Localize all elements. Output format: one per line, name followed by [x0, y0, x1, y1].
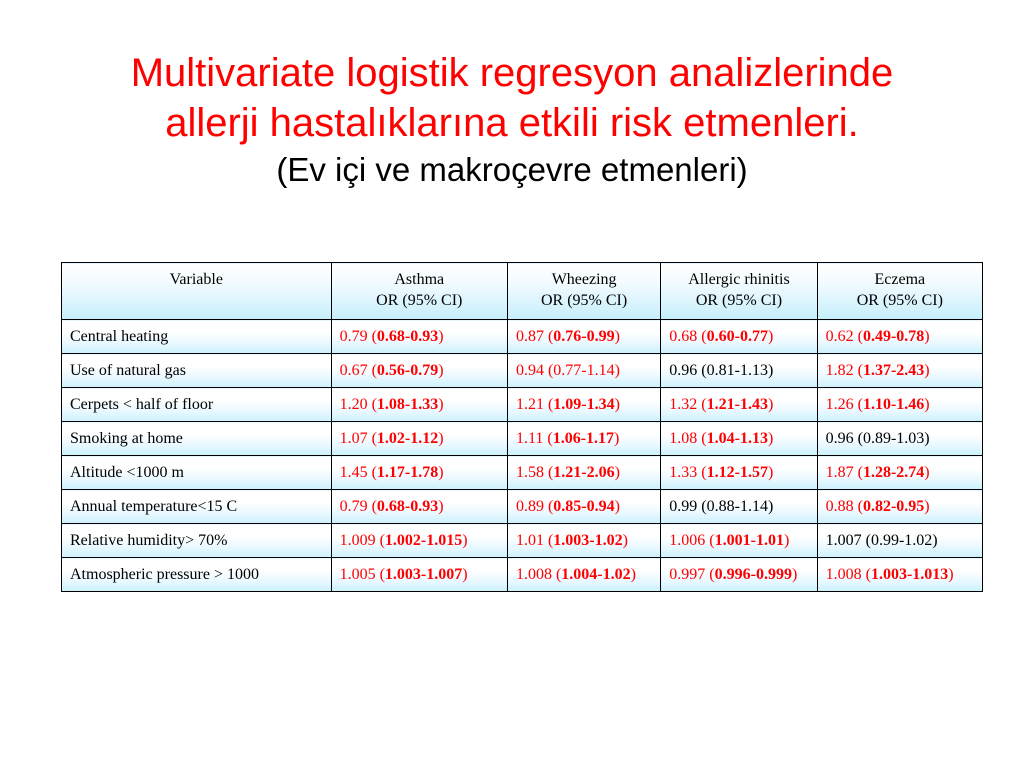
column-header-name: Eczema — [874, 271, 926, 288]
odds-ratio-value: 1.01 — [515, 532, 544, 549]
confidence-interval-value: 0.77-1.14 — [553, 362, 615, 379]
variable-cell: Atmospheric pressure > 1000 — [62, 558, 332, 592]
variable-cell: Altitude <1000 m — [62, 456, 332, 490]
odds-ratio-value: 1.45 — [339, 464, 368, 481]
table-row — [62, 354, 983, 388]
odds-ratio-cell: 1.33 (1.12-1.57) — [661, 456, 817, 490]
odds-ratio-value: 0.87 — [515, 328, 544, 345]
odds-ratio-cell: 1.87 (1.28-2.74) — [817, 456, 982, 490]
confidence-interval-value: 1.12-1.57 — [706, 464, 768, 481]
odds-ratio-value: 0.99 — [669, 498, 698, 515]
confidence-interval-value: 0.76-0.99 — [553, 328, 615, 345]
odds-ratio-cell: 0.96 (0.81-1.13) — [661, 354, 817, 388]
confidence-interval-value: 0.89-1.03 — [862, 430, 925, 447]
column-header-eczema — [817, 263, 982, 320]
confidence-interval-value: 0.49-0.78 — [862, 328, 925, 345]
slide-title-block — [0, 48, 1024, 192]
odds-ratio-value: 1.07 — [339, 430, 368, 447]
risk-factor-table — [61, 262, 983, 592]
slide-subtitle: (Ev içi ve makroçevre etmenleri) — [276, 151, 748, 188]
odds-ratio-value: 1.26 — [825, 396, 854, 413]
variable-cell: Cerpets < half of floor — [62, 388, 332, 422]
column-header-wheezing — [507, 263, 660, 320]
slide-title-line-2: allerji hastalıklarına etkili risk etmenleri. — [165, 101, 859, 145]
odds-ratio-value: 0.79 — [339, 498, 368, 515]
odds-ratio-cell: 1.006 (1.001-1.01) — [661, 524, 817, 558]
odds-ratio-cell: 1.45 (1.17-1.78) — [331, 456, 507, 490]
column-header-asthma — [331, 263, 507, 320]
odds-ratio-value: 1.32 — [669, 396, 698, 413]
odds-ratio-value: 0.67 — [339, 362, 368, 379]
variable-cell: Smoking at home — [62, 422, 332, 456]
confidence-interval-value: 1.10-1.46 — [862, 396, 925, 413]
odds-ratio-cell: 0.68 (0.60-0.77) — [661, 320, 817, 354]
table-header-row — [62, 263, 983, 320]
odds-ratio-value: 0.88 — [825, 498, 854, 515]
odds-ratio-value: 1.008 — [515, 566, 552, 583]
confidence-interval-value: 1.02-1.12 — [376, 430, 439, 447]
confidence-interval-value: 1.28-2.74 — [862, 464, 925, 481]
confidence-interval-value: 1.003-1.02 — [553, 532, 623, 549]
odds-ratio-cell: 1.008 (1.004-1.02) — [507, 558, 660, 592]
odds-ratio-cell: 1.21 (1.09-1.34) — [507, 388, 660, 422]
odds-ratio-value: 1.009 — [339, 532, 376, 549]
odds-ratio-value: 0.96 — [669, 362, 698, 379]
odds-ratio-cell: 1.007 (0.99-1.02) — [817, 524, 982, 558]
column-header-name: Allergic rhinitis — [688, 271, 790, 288]
odds-ratio-cell: 0.89 (0.85-0.94) — [507, 490, 660, 524]
table-row — [62, 388, 983, 422]
variable-cell: Relative humidity> 70% — [62, 524, 332, 558]
confidence-interval-value: 0.82-0.95 — [862, 498, 925, 515]
odds-ratio-value: 0.62 — [825, 328, 854, 345]
table-row — [62, 422, 983, 456]
column-header-name: Asthma — [394, 271, 445, 288]
confidence-interval-value: 0.60-0.77 — [706, 328, 768, 345]
odds-ratio-value: 1.87 — [825, 464, 854, 481]
variable-cell: Annual temperature<15 C — [62, 490, 332, 524]
confidence-interval-value: 1.04-1.13 — [706, 430, 768, 447]
odds-ratio-value: 0.94 — [515, 362, 544, 379]
odds-ratio-cell: 0.997 (0.996-0.999) — [661, 558, 817, 592]
confidence-interval-value: 1.003-1.013 — [870, 566, 949, 583]
odds-ratio-cell: 1.26 (1.10-1.46) — [817, 388, 982, 422]
confidence-interval-value: 1.17-1.78 — [376, 464, 439, 481]
confidence-interval-value: 1.06-1.17 — [552, 430, 615, 447]
confidence-interval-value: 0.56-0.79 — [376, 362, 439, 379]
confidence-interval-value: 0.68-0.93 — [376, 328, 439, 345]
odds-ratio-cell: 0.62 (0.49-0.78) — [817, 320, 982, 354]
column-header-name: Variable — [169, 271, 223, 288]
odds-ratio-value: 1.82 — [825, 362, 854, 379]
odds-ratio-cell: 0.87 (0.76-0.99) — [507, 320, 660, 354]
confidence-interval-value: 0.85-0.94 — [553, 498, 615, 515]
variable-cell: Central heating — [62, 320, 332, 354]
confidence-interval-value: 1.37-2.43 — [862, 362, 925, 379]
confidence-interval-value: 1.08-1.33 — [376, 396, 439, 413]
odds-ratio-value: 1.20 — [339, 396, 368, 413]
odds-ratio-cell: 1.009 (1.002-1.015) — [331, 524, 507, 558]
confidence-interval-value: 0.996-0.999 — [714, 566, 792, 583]
slide-title-line-1: Multivariate logistik regresyon analizlerinde — [130, 51, 894, 95]
odds-ratio-cell: 1.07 (1.02-1.12) — [331, 422, 507, 456]
confidence-interval-value: 0.68-0.93 — [376, 498, 439, 515]
column-header-subtitle: OR (95% CI) — [541, 292, 628, 309]
odds-ratio-cell: 0.96 (0.89-1.03) — [817, 422, 982, 456]
confidence-interval-value: 0.81-1.13 — [706, 362, 768, 379]
odds-ratio-cell: 1.008 (1.003-1.013) — [817, 558, 982, 592]
odds-ratio-value: 0.89 — [515, 498, 544, 515]
odds-ratio-cell: 1.20 (1.08-1.33) — [331, 388, 507, 422]
table-row — [62, 456, 983, 490]
confidence-interval-value: 0.88-1.14 — [706, 498, 768, 515]
column-header-subtitle: OR (95% CI) — [376, 292, 463, 309]
column-header-allergic-rhinitis — [661, 263, 817, 320]
odds-ratio-value: 0.68 — [669, 328, 698, 345]
odds-ratio-cell: 0.94 (0.77-1.14) — [507, 354, 660, 388]
odds-ratio-value: 0.79 — [339, 328, 368, 345]
odds-ratio-value: 1.08 — [669, 430, 698, 447]
odds-ratio-cell: 0.88 (0.82-0.95) — [817, 490, 982, 524]
odds-ratio-cell: 0.67 (0.56-0.79) — [331, 354, 507, 388]
odds-ratio-cell: 1.01 (1.003-1.02) — [507, 524, 660, 558]
odds-ratio-cell: 0.99 (0.88-1.14) — [661, 490, 817, 524]
odds-ratio-value: 1.006 — [669, 532, 706, 549]
odds-ratio-cell: 1.32 (1.21-1.43) — [661, 388, 817, 422]
odds-ratio-value: 1.007 — [825, 532, 862, 549]
odds-ratio-cell: 1.58 (1.21-2.06) — [507, 456, 660, 490]
variable-cell: Use of natural gas — [62, 354, 332, 388]
table-row — [62, 558, 983, 592]
column-header-subtitle: OR (95% CI) — [856, 292, 943, 309]
table-row — [62, 320, 983, 354]
odds-ratio-value: 1.58 — [515, 464, 544, 481]
odds-ratio-cell: 1.11 (1.06-1.17) — [507, 422, 660, 456]
confidence-interval-value: 1.004-1.02 — [561, 566, 631, 583]
column-header-subtitle: OR (95% CI) — [695, 292, 783, 309]
odds-ratio-value: 0.96 — [825, 430, 854, 447]
odds-ratio-cell: 1.005 (1.003-1.007) — [331, 558, 507, 592]
odds-ratio-value: 1.21 — [515, 396, 544, 413]
odds-ratio-cell: 1.08 (1.04-1.13) — [661, 422, 817, 456]
odds-ratio-cell: 1.82 (1.37-2.43) — [817, 354, 982, 388]
odds-ratio-value: 0.997 — [669, 566, 706, 583]
column-header-variable — [62, 263, 332, 320]
confidence-interval-value: 1.001-1.01 — [714, 532, 784, 549]
table-body — [62, 320, 983, 592]
odds-ratio-value: 1.11 — [515, 430, 544, 447]
odds-ratio-value: 1.33 — [669, 464, 698, 481]
column-header-name: Wheezing — [551, 271, 617, 288]
confidence-interval-value: 0.99-1.02 — [870, 532, 933, 549]
confidence-interval-value: 1.002-1.015 — [384, 532, 463, 549]
table-row — [62, 490, 983, 524]
odds-ratio-value: 1.005 — [339, 566, 376, 583]
confidence-interval-value: 1.21-1.43 — [706, 396, 768, 413]
confidence-interval-value: 1.09-1.34 — [553, 396, 615, 413]
confidence-interval-value: 1.21-2.06 — [553, 464, 615, 481]
odds-ratio-value: 1.008 — [825, 566, 862, 583]
odds-ratio-cell: 0.79 (0.68-0.93) — [331, 490, 507, 524]
table-row — [62, 524, 983, 558]
odds-ratio-cell: 0.79 (0.68-0.93) — [331, 320, 507, 354]
confidence-interval-value: 1.003-1.007 — [384, 566, 463, 583]
